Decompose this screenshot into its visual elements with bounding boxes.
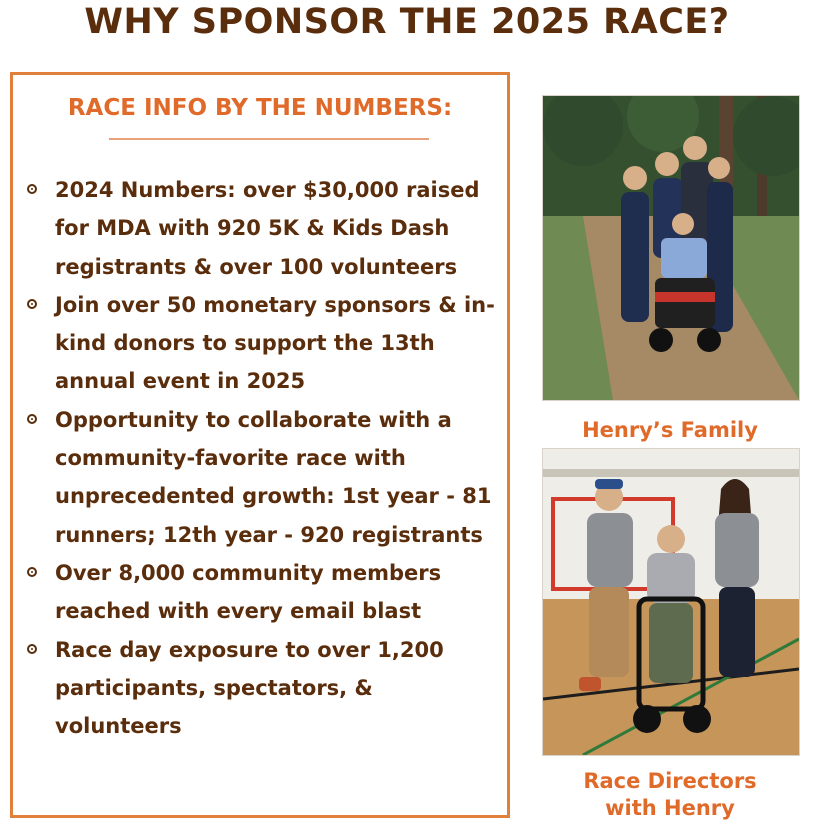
family-photo xyxy=(542,95,800,401)
bullet-icon xyxy=(27,567,37,577)
bullet-text: Join over 50 monetary sponsors & in-kind donors to support the 13th annual event in 2025 xyxy=(55,292,495,394)
race-directors-caption-line1: Race Directors xyxy=(583,769,757,793)
list-item xyxy=(13,286,507,401)
race-info-heading: RACE INFO BY THE NUMBERS: xyxy=(67,95,453,121)
list-item xyxy=(13,171,507,286)
bullet-icon xyxy=(27,414,37,424)
page-title: WHY SPONSOR THE 2025 RACE? xyxy=(84,2,730,42)
race-directors-photo-illustration xyxy=(543,449,799,755)
list-item xyxy=(13,631,507,746)
bullet-icon xyxy=(27,644,37,654)
bullet-text: Opportunity to collaborate with a community-favorite race with unprecedented growth: 1st year - 81 runners; 12th year - 920 registrants xyxy=(55,407,492,547)
race-directors-caption xyxy=(542,768,798,822)
bullet-text: Over 8,000 community members reached with every email blast xyxy=(55,560,442,624)
race-directors-caption-line2: with Henry xyxy=(605,796,735,820)
list-item xyxy=(13,554,507,631)
bullet-text: Race day exposure to over 1,200 participants, spectators, & volunteers xyxy=(55,637,444,739)
bullet-icon xyxy=(27,184,37,194)
race-directors-photo xyxy=(542,448,800,756)
bullet-text: 2024 Numbers: over $30,000 raised for MDA with 920 5K & Kids Dash registrants & over 100 volunteers xyxy=(55,178,480,279)
race-info-box xyxy=(10,72,510,818)
bullet-icon xyxy=(27,299,37,309)
family-photo-caption: Henry’s Family xyxy=(582,418,758,442)
race-info-list xyxy=(13,171,507,745)
family-photo-illustration xyxy=(543,96,799,400)
heading-divider xyxy=(109,138,429,140)
list-item xyxy=(13,401,507,554)
